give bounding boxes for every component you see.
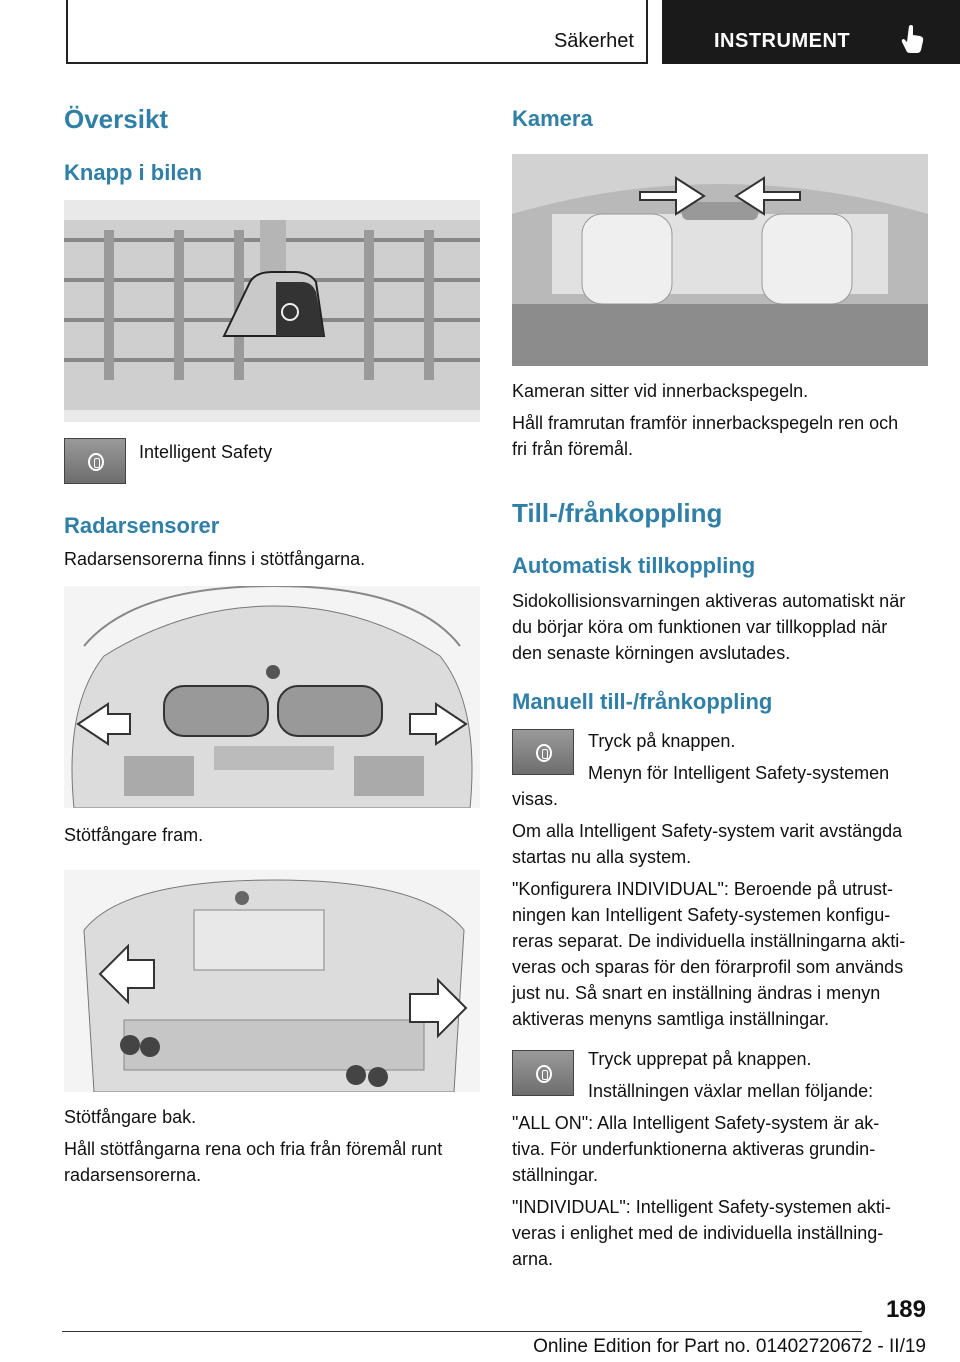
footer-divider xyxy=(62,1331,862,1332)
switch-text: Inställningen växlar mellan följande: xyxy=(588,1081,874,1101)
all-on-line-2: tiva. För underfunktionerna aktiveras grundin- xyxy=(512,1139,876,1159)
all-on-line-3: ställningar. xyxy=(512,1165,599,1185)
off-line-1: Om alla Intelligent Safety-system varit avstängda xyxy=(512,821,903,841)
auto-heading: Automatisk tillkoppling xyxy=(512,553,756,578)
radar-heading: Radarsensorer xyxy=(64,513,220,538)
section-tab-label: Säkerhet xyxy=(553,30,634,52)
intelligent-safety-button-icon-3 xyxy=(512,1050,574,1096)
radar-text: Radarsensorerna finns i stötfångarna. xyxy=(64,549,366,569)
config-line-1: "Konfigurera INDIVIDUAL": Beroende på utrust- xyxy=(512,879,893,899)
menu-line-2: visas. xyxy=(512,789,559,809)
rear-caption: Stötfångare bak. xyxy=(64,1107,197,1127)
front-bumper-image xyxy=(64,586,480,808)
front-caption: Stötfångare fram. xyxy=(64,825,204,845)
config-line-4: veras och sparas för den förarprofil som används xyxy=(512,957,904,977)
camera-text: Kameran sitter vid innerbackspegeln. xyxy=(512,381,809,401)
page-number: 189 xyxy=(885,1296,926,1323)
page-title: Översikt xyxy=(64,104,169,134)
manual-heading: Manuell till-/frånkoppling xyxy=(512,689,773,714)
camera-image xyxy=(512,154,928,366)
subheading-button: Knapp i bilen xyxy=(64,160,203,185)
keep-clean-line-1: Håll stötfångarna rena och fria från föremål runt xyxy=(64,1139,443,1159)
auto-line-2: du börjar köra om funktionen var tillkopplad när xyxy=(512,617,888,637)
menu-line-1: Menyn för Intelligent Safety-systemen xyxy=(588,763,890,783)
config-line-3: reras separat. De individuella inställningarna akti- xyxy=(512,931,906,951)
rear-bumper-image xyxy=(64,870,480,1092)
chapter-tab-label: INSTRUMENT xyxy=(714,30,851,52)
camera-clean-line-2: fri från föremål. xyxy=(512,439,634,459)
grille-button-image xyxy=(64,200,480,422)
individual-line-2: veras i enlighet med de individuella inställning- xyxy=(512,1223,884,1243)
auto-line-3: den senaste körningen avslutades. xyxy=(512,643,791,663)
pointing-hand-icon xyxy=(900,24,926,54)
section-tab[interactable] xyxy=(66,0,648,64)
config-line-6: aktiveras menyns samtliga inställningar. xyxy=(512,1009,830,1029)
config-line-5: just nu. Så snart en inställning ändras i menyn xyxy=(512,983,881,1003)
intelligent-safety-button-icon-2 xyxy=(512,729,574,775)
config-line-2: ningen kan Intelligent Safety-systemen konfigu- xyxy=(512,905,891,925)
chapter-tab[interactable] xyxy=(662,0,960,64)
intelligent-safety-button-icon xyxy=(64,438,126,484)
auto-line-1: Sidokollisionsvarningen aktiveras automatiskt när xyxy=(512,591,906,611)
edition-text: Online Edition for Part no. 01402720672 - II/19 xyxy=(533,1336,926,1357)
all-on-line-1: "ALL ON": Alla Intelligent Safety-system är ak- xyxy=(512,1113,880,1133)
individual-line-3: arna. xyxy=(512,1249,554,1269)
camera-heading: Kamera xyxy=(512,106,593,131)
press-button-text: Tryck på knappen. xyxy=(588,731,736,751)
camera-clean-line-1: Håll framrutan framför innerbackspegeln ren och xyxy=(512,413,899,433)
individual-line-1: "INDIVIDUAL": Intelligent Safety-systemen akti- xyxy=(512,1197,891,1217)
off-line-2: startas nu alla system. xyxy=(512,847,692,867)
press-repeat-text: Tryck upprepat på knappen. xyxy=(588,1049,812,1069)
toggle-heading: Till-/frånkoppling xyxy=(512,498,723,528)
button-caption: Intelligent Safety xyxy=(139,442,273,462)
keep-clean-line-2: radarsensorerna. xyxy=(64,1165,202,1185)
